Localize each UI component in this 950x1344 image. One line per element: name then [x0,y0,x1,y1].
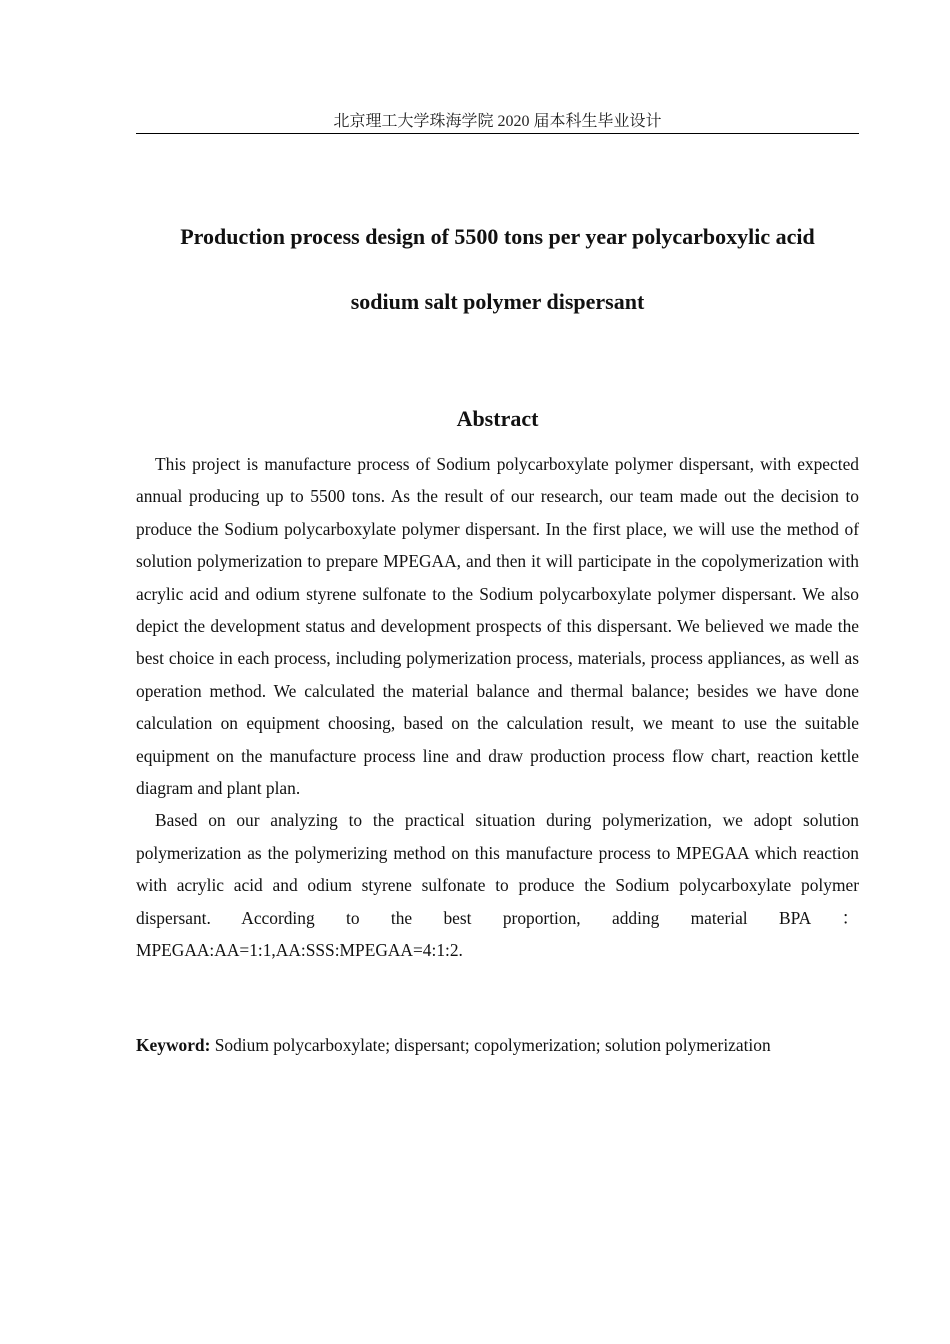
keywords-label: Keyword: [136,1035,211,1055]
title-line-1: Production process design of 5500 tons per year polycarboxylic acid [180,224,815,249]
running-header: 北京理工大学珠海学院 2020 届本科生毕业设计 [333,113,662,130]
title-line-2: sodium salt polymer dispersant [350,289,645,314]
header-rule [136,133,859,134]
abstract-paragraph-2: Based on our analyzing to the practical situation during polymerization, we adopt solution polymerization as the polymerizing method on this manufacture process to MPEGAA which reaction with acrylic acid and odium styrene sulfonate to produce the Sodium polycarboxylate polymer dispersant. According to the best proportion, adding material BPA ： MPEGAA:AA=1:1,AA:SSS:MPEGAA=4:1:2. [136,810,859,961]
keywords-line [136,1029,859,1061]
abstract-paragraph-1: This project is manufacture process of Sodium polycarboxylate polymer dispersant, with expected annual producing up to 5500 tons. As the result of our research, our team made out the decision to produce the Sodium polycarboxylate polymer dispersant. In the first place, we will use the method of solution polymerization to prepare MPEGAA, and then it will participate in the copolymerization with acrylic acid and odium styrene sulfonate to the Sodium polycarboxylate polymer dispersant. We also depict the development status and development prospects of this dispersant. We believed we made the best choice in each process, including polymerization process, materials, process appliances, as well as operation method. We calculated the material balance and thermal balance; besides we have done calculation on equipment choosing, based on the calculation result, we meant to use the suitable equipment on the manufacture process line and draw production process flow chart, reaction kettle diagram and plant plan. [136,454,859,799]
keywords-text: Sodium polycarboxylate; dispersant; copolymerization; solution polymerization [210,1035,771,1055]
abstract-body [136,448,859,967]
abstract-heading: Abstract [456,406,539,431]
